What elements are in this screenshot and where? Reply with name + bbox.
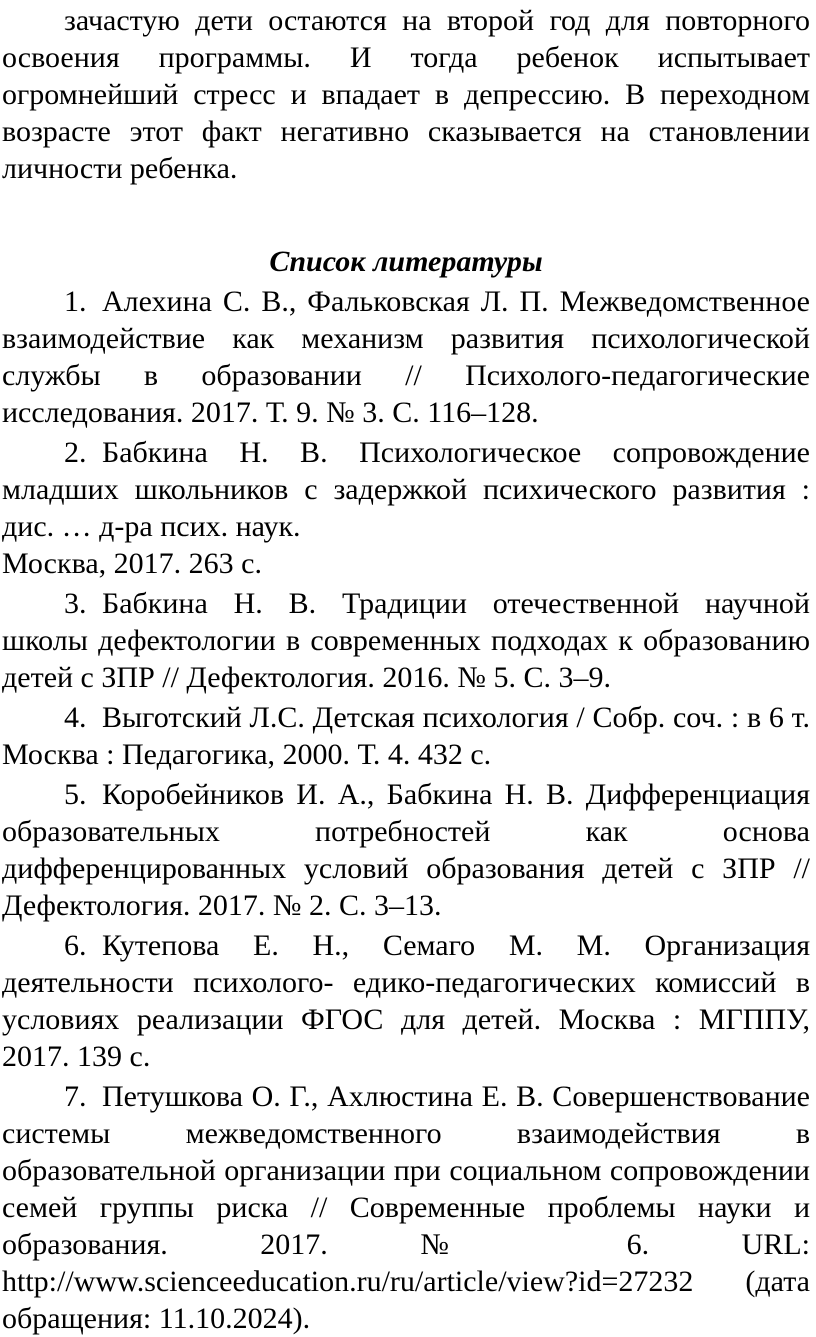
reference-number: 4. bbox=[64, 701, 87, 734]
references-heading: Список литературы bbox=[269, 245, 543, 278]
reference-item-5 bbox=[2, 776, 810, 924]
reference-number: 7. bbox=[64, 1080, 87, 1113]
reference-number: 1. bbox=[64, 285, 87, 318]
reference-item-4 bbox=[2, 699, 810, 773]
reference-item-7 bbox=[2, 1078, 810, 1337]
reference-item-2 bbox=[2, 434, 810, 582]
reference-number: 6. bbox=[64, 929, 87, 962]
intro-paragraph: зачастую дети остаются на второй год для повторного освоения программы. И тогда ребенок испытывает огромнейший стресс и впадает в депрессию. В переходном возрасте этот факт негативно сказывается на становлении личности ребенка. bbox=[2, 4, 810, 185]
references-list bbox=[2, 283, 810, 1337]
reference-item-1 bbox=[2, 283, 810, 431]
reference-text: Алехина С. В., Фальковская Л. П. Межведомственное взаимодействие как механизм развития психологической службы в образовании // Психолого-педагогические исследования. 2017. Т. 9. № 3. С. 116–128. bbox=[2, 285, 810, 429]
reference-number: 2. bbox=[64, 436, 87, 469]
reference-text: Кутепова Е. Н., Семаго М. М. Организация деятельности психолого- едико-педагогических комиссий в условиях реализации ФГОС для детей. Москва : МГППУ, 2017. 139 с. bbox=[2, 929, 810, 1073]
reference-number: 3. bbox=[64, 587, 87, 620]
reference-number: 5. bbox=[64, 778, 87, 811]
reference-text-extra: Москва, 2017. 263 с. bbox=[2, 547, 262, 580]
reference-text: Петушкова О. Г., Ахлюстина Е. В. Совершенствование системы межведомственного взаимодействия в образовательной организации при социальном сопровождении семей группы риска // Современные проблемы науки и образования. 2017. № 6. URL: http://www.scienceeducation.ru/ru/article/view?id=27232 (дата обращения: 11.10.2024). bbox=[2, 1080, 810, 1335]
reference-item-6 bbox=[2, 927, 810, 1075]
reference-text: Коробейников И. А., Бабкина Н. В. Дифференциация образовательных потребностей как основа дифференцированных условий образования детей с ЗПР // Дефектология. 2017. № 2. С. 3–13. bbox=[2, 778, 810, 922]
reference-text: Выготский Л.С. Детская психология / Собр. соч. : в 6 т. Москва : Педагогика, 2000. Т. 4. 432 с. bbox=[2, 701, 810, 771]
reference-text: Бабкина Н. В. Традиции отечественной научной школы дефектологии в современных подходах к образованию детей с ЗПР // Дефектология. 2016. № 5. С. 3–9. bbox=[2, 587, 810, 694]
reference-text: Бабкина Н. В. Психологическое сопровождение младших школьников с задержкой психического развития : дис. … д-ра псих. наук. bbox=[2, 436, 810, 543]
reference-item-3 bbox=[2, 585, 810, 696]
